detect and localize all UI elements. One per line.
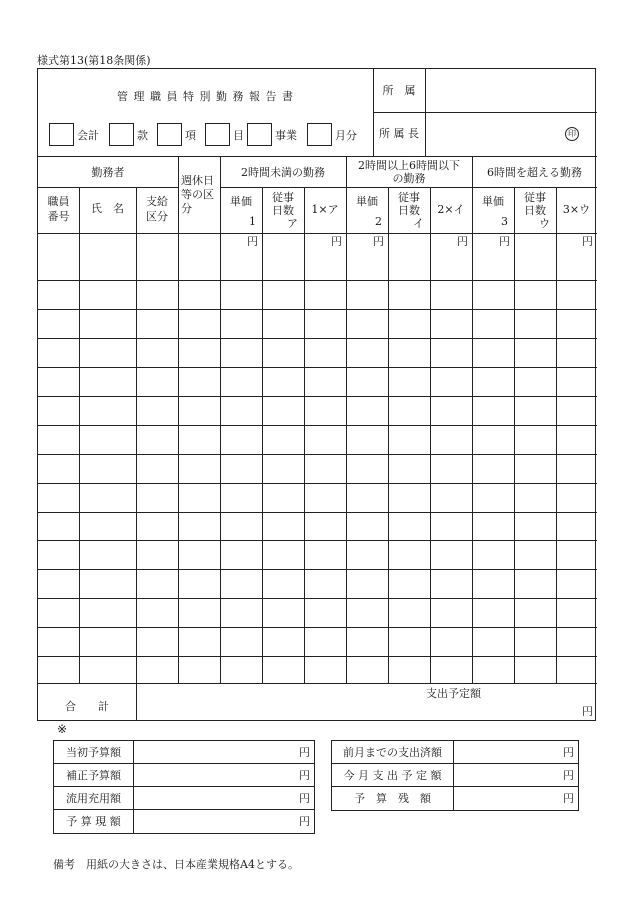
subitem-unit-label: 目	[233, 129, 244, 142]
office-label: 所 属	[382, 84, 416, 97]
yen-mark: 円	[563, 769, 574, 782]
section-unit-label: 款	[137, 129, 148, 142]
yen-mark: 円	[563, 792, 574, 805]
yen-mark: 円	[299, 792, 310, 805]
unit-price-2-header: 単価	[356, 195, 378, 208]
column-divider	[514, 187, 515, 683]
item-unit-label: 項	[185, 129, 196, 142]
unit-price-2-number: 2	[375, 215, 382, 228]
days-c-header: 従事日数	[524, 191, 546, 217]
worker-header: 勤務者	[91, 166, 125, 179]
item-input[interactable]	[157, 123, 182, 146]
column-divider	[136, 683, 137, 721]
staff-number-header: 職員番号	[47, 195, 70, 223]
days-a-mark: ア	[287, 217, 298, 230]
weekday-class-header: 週休日等の区分	[181, 174, 214, 215]
yen-mark: 円	[373, 235, 384, 248]
form-title: 管 理 職 員 特 別 勤 務 報 告 書	[117, 90, 294, 103]
account-input[interactable]	[49, 123, 74, 146]
column-divider	[79, 187, 80, 683]
yen-mark: 円	[299, 815, 310, 828]
column-divider	[430, 187, 431, 683]
unit-price-3-number: 3	[501, 215, 508, 228]
row-divider	[38, 483, 597, 484]
row-divider	[38, 396, 597, 397]
initial-budget-label: 当初予算額	[66, 746, 121, 759]
row-divider	[38, 367, 597, 368]
section-input[interactable]	[109, 123, 134, 146]
row-divider	[38, 454, 597, 455]
month-unit-label: 月分	[335, 129, 357, 142]
yen-mark: 円	[247, 235, 258, 248]
project-unit-label: 事業	[275, 129, 297, 142]
row-divider	[38, 233, 597, 234]
supplementary-budget-label: 補正予算額	[66, 769, 121, 782]
form-number-label: 様式第13(第18条関係)	[37, 54, 151, 67]
unit-price-3-header: 単価	[482, 195, 504, 208]
diverted-budget-label: 流用充用額	[66, 792, 121, 805]
remark-note: 備考 用紙の大きさは、日本産業規格A4とする。	[53, 858, 299, 871]
subitem-input[interactable]	[205, 123, 230, 146]
row-divider	[38, 540, 597, 541]
budget-remaining-label: 予 算 残 額	[354, 792, 431, 805]
under-2h-header: 2時間未満の勤務	[241, 166, 325, 179]
row-divider	[38, 338, 597, 339]
unit-price-1-header: 単価	[230, 195, 252, 208]
row-divider	[38, 683, 597, 684]
name-header: 氏 名	[91, 202, 124, 215]
row-divider	[38, 309, 597, 310]
calc-2-header: 2×イ	[437, 203, 465, 216]
column-divider	[220, 156, 221, 683]
column-divider	[388, 187, 389, 683]
total-label: 合 計	[65, 700, 109, 713]
column-divider	[136, 187, 137, 683]
account-unit-label: 会計	[77, 129, 99, 142]
days-b-mark: イ	[413, 217, 424, 230]
row-divider	[38, 598, 597, 599]
days-c-mark: ウ	[539, 217, 550, 230]
current-budget-label: 予 算 現 額	[66, 815, 121, 828]
report-sheet	[37, 68, 596, 721]
yen-mark: 円	[457, 235, 468, 248]
column-divider	[304, 187, 305, 683]
yen-mark: 円	[582, 235, 593, 248]
this-month-planned-label: 今 月 支 出 予 定 額	[343, 769, 442, 782]
yen-mark: 円	[499, 235, 510, 248]
budget-table-right	[331, 740, 579, 811]
column-divider	[346, 156, 347, 683]
office-head-label: 所 属 長	[379, 127, 419, 140]
days-a-header: 従事日数	[272, 191, 294, 217]
yen-mark: 円	[299, 769, 310, 782]
seal-icon: 印	[565, 127, 579, 141]
yen-mark: 円	[582, 705, 593, 718]
over-6h-header: 6時間を超える勤務	[487, 166, 582, 179]
row-divider	[38, 656, 597, 657]
pay-class-header: 支給区分	[146, 195, 168, 223]
yen-mark: 円	[563, 746, 574, 759]
calc-3-header: 3×ウ	[562, 203, 591, 216]
column-divider	[178, 156, 179, 683]
budget-table-left	[53, 740, 315, 834]
project-input[interactable]	[247, 123, 272, 146]
month-input[interactable]	[307, 123, 332, 146]
row-divider	[38, 425, 597, 426]
days-b-header: 従事日数	[398, 191, 420, 217]
column-divider	[262, 187, 263, 683]
calc-1-header: 1×ア	[311, 203, 339, 216]
yen-mark: 円	[331, 235, 342, 248]
asterisk-mark: ※	[57, 722, 68, 736]
2h-6h-header: 2時間以上6時間以下の勤務	[358, 159, 460, 185]
planned-payment-label: 支出予定額	[426, 687, 481, 700]
row-divider	[38, 569, 597, 570]
row-divider	[38, 280, 597, 281]
paid-to-last-month-label: 前月までの支出済額	[343, 746, 442, 759]
column-divider	[472, 156, 473, 683]
row-divider	[38, 512, 597, 513]
unit-price-1-number: 1	[249, 215, 256, 228]
row-divider	[38, 627, 597, 628]
column-divider	[556, 187, 557, 683]
yen-mark: 円	[299, 746, 310, 759]
